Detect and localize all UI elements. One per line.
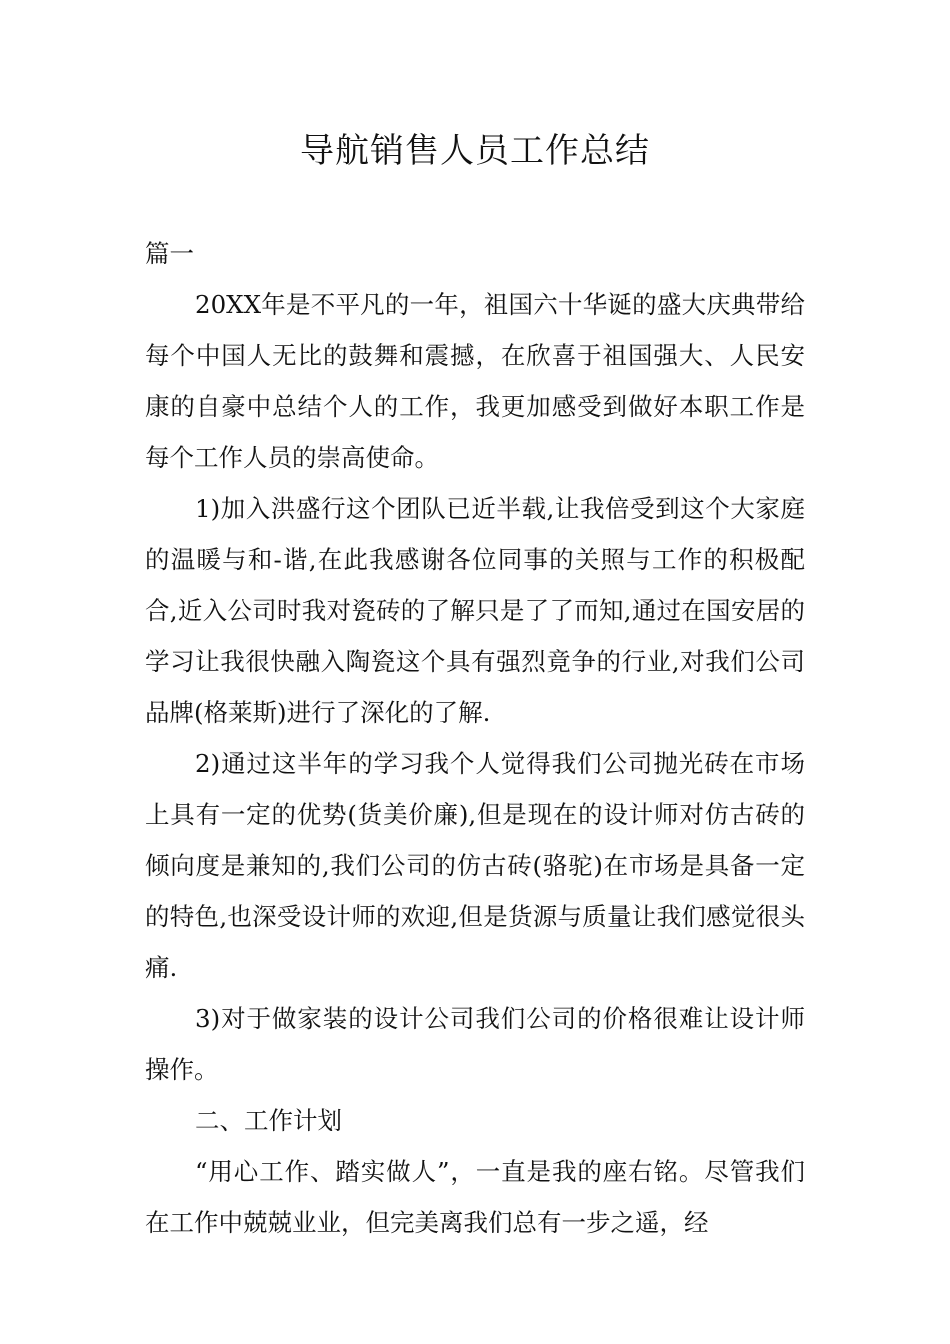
document-body [145,228,805,1248]
paragraph-point-3: 3)对于做家装的设计公司我们公司的价格很难让设计师操作。 [145,1004,805,1084]
document-title: 导航销售人员工作总结 [300,131,650,171]
section-heading-work-plan: 二、工作计划 [195,1106,342,1135]
paragraph-point-2: 2)通过这半年的学习我个人觉得我们公司抛光砖在市场上具有一定的优势(货美价廉),但是现在的设计师对仿古砖的倾向度是兼知的,我们公司的仿古砖(骆驼)在市场是具备一定的特色,也深受设计师的欢迎,但是货源与质量让我们感觉很头痛. [145,749,805,982]
paragraph-intro: 20XX年是不平凡的一年，祖国六十华诞的盛大庆典带给每个中国人无比的鼓舞和震撼，在欣喜于祖国强大、人民安康的自豪中总结个人的工作，我更加感受到做好本职工作是每个工作人员的崇高使命。 [145,290,805,472]
paragraph-point-1: 1)加入洪盛行这个团队已近半载,让我倍受到这个大家庭的温暖与和-谐,在此我感谢各位同事的关照与工作的积极配合,近入公司时我对瓷砖的了解只是了了而知,通过在国安居的学习让我很快融入陶瓷这个具有强烈竟争的行业,对我们公司品牌(格莱斯)进行了深化的了解. [145,494,805,727]
paragraph-motto: “用心工作、踏实做人”，一直是我的座右铭。尽管我们在工作中兢兢业业，但完美离我们总有一步之遥，经 [145,1157,805,1237]
section-label: 篇一 [145,239,194,268]
